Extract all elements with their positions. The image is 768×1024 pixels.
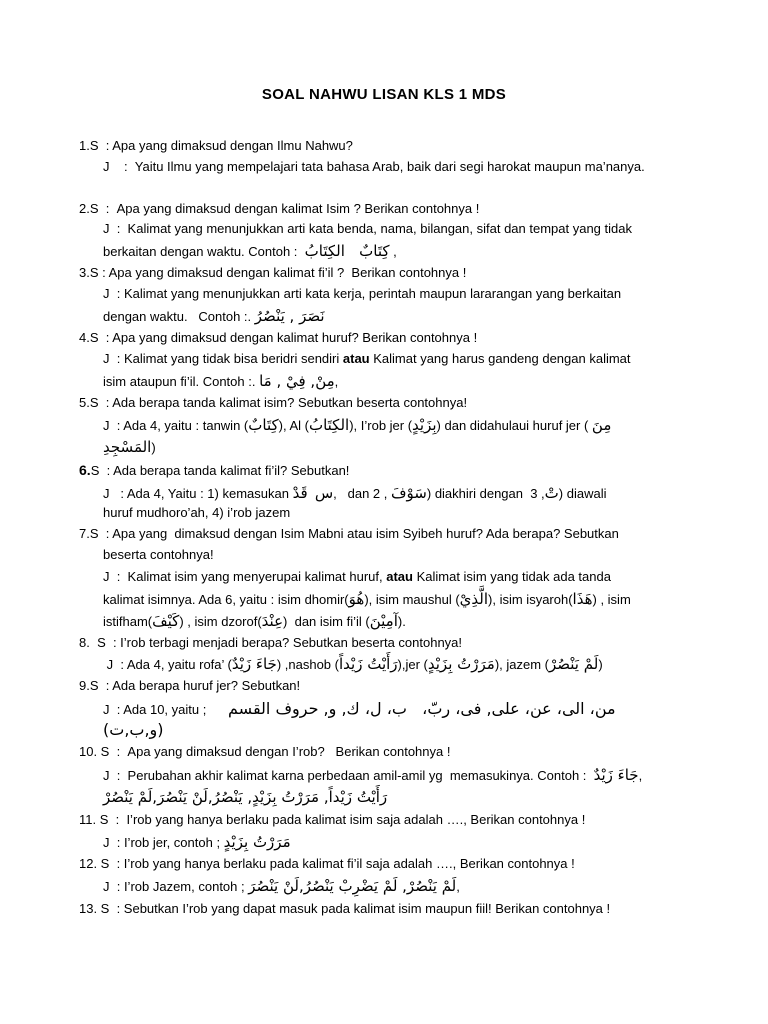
answer-line: J : Yaitu Ilmu yang mempelajari tata bahasa Arab, baik dari segi harokat maupun ma’nanya.	[103, 159, 645, 174]
question-line: 5.S : Ada berapa tanda kalimat isim? Sebutkan beserta contohnya!	[79, 395, 468, 410]
answer-line: J : Ada 10, yaitu ; من، الى، عن، على, فى، ربّ، ب، ل، ك, و, حروف القسم	[103, 699, 616, 718]
answer-line: J : Ada 4, Yaitu : 1) kemasukan س قَدْ , dan 2 , سَوْفَ) diakhiri dengan 3 ,تْ) diawali	[103, 484, 607, 502]
question-line: 12. S : I’rob yang hanya berlaku pada kalimat fi’il saja adalah …., Berikan contohnya !	[79, 856, 575, 871]
answer-line: J : I’rob jer, contoh ; مَرَرْتُ بِزَيْدٍ	[103, 833, 291, 851]
answer-line: beserta contohnya!	[103, 547, 214, 562]
answer-line: huruf mudhoro’ah, 4) i’rob jazem	[103, 505, 291, 520]
question-line: 1.S : Apa yang dimaksud dengan Ilmu Nahwu?	[79, 138, 353, 153]
question-line: 6.S : Ada berapa tanda kalimat fi’il? Sebutkan!	[79, 462, 350, 478]
question-line: 8. S : I’rob terbagi menjadi berapa? Sebutkan beserta contohnya!	[79, 635, 463, 650]
question-line: 9.S : Ada berapa huruf jer? Sebutkan!	[79, 678, 301, 693]
answer-line: J : Kalimat yang tidak bisa beridri sendiri atau Kalimat yang harus gandeng dengan kalimat	[103, 351, 631, 366]
answer-line: kalimat isimnya. Ada 6, yaitu : isim dhomir(هُوَ), isim maushul (الَّذِيْ), isim isyaroh(هَذَا) , isim	[103, 590, 631, 608]
question-line: 7.S : Apa yang dimaksud dengan Isim Mabni atau isim Syibeh huruf? Ada berapa? Sebutkan	[79, 526, 619, 541]
answer-line: J : Kalimat yang menunjukkan arti kata kerja, perintah maupun lararangan yang berkaitan	[103, 286, 622, 301]
question-line: 3.S : Apa yang dimaksud dengan kalimat fi’il ? Berikan contohnya !	[79, 265, 467, 280]
answer-line: المَسْجِدِ)	[103, 438, 156, 456]
answer-line: رَأَيْتُ زَيْداً, مَرَرْتُ بِزَيْدٍ, يَنْصُرُ,لَنْ يَنْصُرَ,لَمْ يَنْصُرْ	[103, 788, 388, 806]
question-line: 11. S : I’rob yang hanya berlaku pada kalimat isim saja adalah …., Berikan contohnya !	[79, 812, 586, 827]
question-line: 10. S : Apa yang dimaksud dengan I’rob? Berikan contohnya !	[79, 744, 451, 759]
answer-line: isim ataupun fi’il. Contoh :. مِنْ, فِيْ , مَا,	[103, 372, 339, 390]
answer-line: istifham(كَيْفَ) , isim dzorof(عِنْدَ) dan isim fi’il (آمِيْنَ).	[103, 612, 406, 630]
answer-line: J : Ada 4, yaitu rofa’ (جَاءَ زَيْدٌ) ,nashob (رَأَيْتُ زَيْداً),jer (مَرَرْتُ بِزَيْدٍ), jazem (لَمْ يَنْصُرْ)	[103, 655, 603, 673]
answer-line: berkaitan dengan waktu. Contoh : كِتَابٌ الكِتَابُ ,	[103, 242, 397, 260]
answer-line: J : Ada 4, yaitu : tanwin (كِتَابٌ), Al (الكِتَابُ), I’rob jer (بِزَيْدٍ) dan didahulaui huruf jer ( مِنَ	[103, 416, 612, 434]
answer-line: J : Kalimat isim yang menyerupai kalimat huruf, atau Kalimat isim yang tidak ada tanda	[103, 569, 611, 584]
answer-line: dengan waktu. Contoh :. نَصَرَ , يَنْصُرُ	[103, 307, 325, 325]
answer-line: J : I’rob Jazem, contoh ; لَمْ يَنْصُرْ, لَمْ يَضْرِبْ يَنْصُرُ,لَنْ يَنْصُرَ,	[103, 877, 460, 895]
answer-line: J : Kalimat yang menunjukkan arti kata benda, nama, bilangan, sifat dan tempat yang tidak	[103, 221, 632, 236]
question-line: 13. S : Sebutkan I’rob yang dapat masuk pada kalimat isim maupun fiil! Berikan contohnya !	[79, 901, 611, 916]
answer-line: (و,ب,ت)	[103, 720, 164, 739]
page-title: SOAL NAHWU LISAN KLS 1 MDS	[261, 86, 507, 103]
question-line: 2.S : Apa yang dimaksud dengan kalimat Isim ? Berikan contohnya !	[79, 201, 480, 216]
question-line: 4.S : Apa yang dimaksud dengan kalimat huruf? Berikan contohnya !	[79, 330, 478, 345]
answer-line: J : Perubahan akhir kalimat karna perbedaan amil-amil yg memasukinya. Contoh : جَاءَ زَيْدٌ,	[103, 766, 643, 784]
